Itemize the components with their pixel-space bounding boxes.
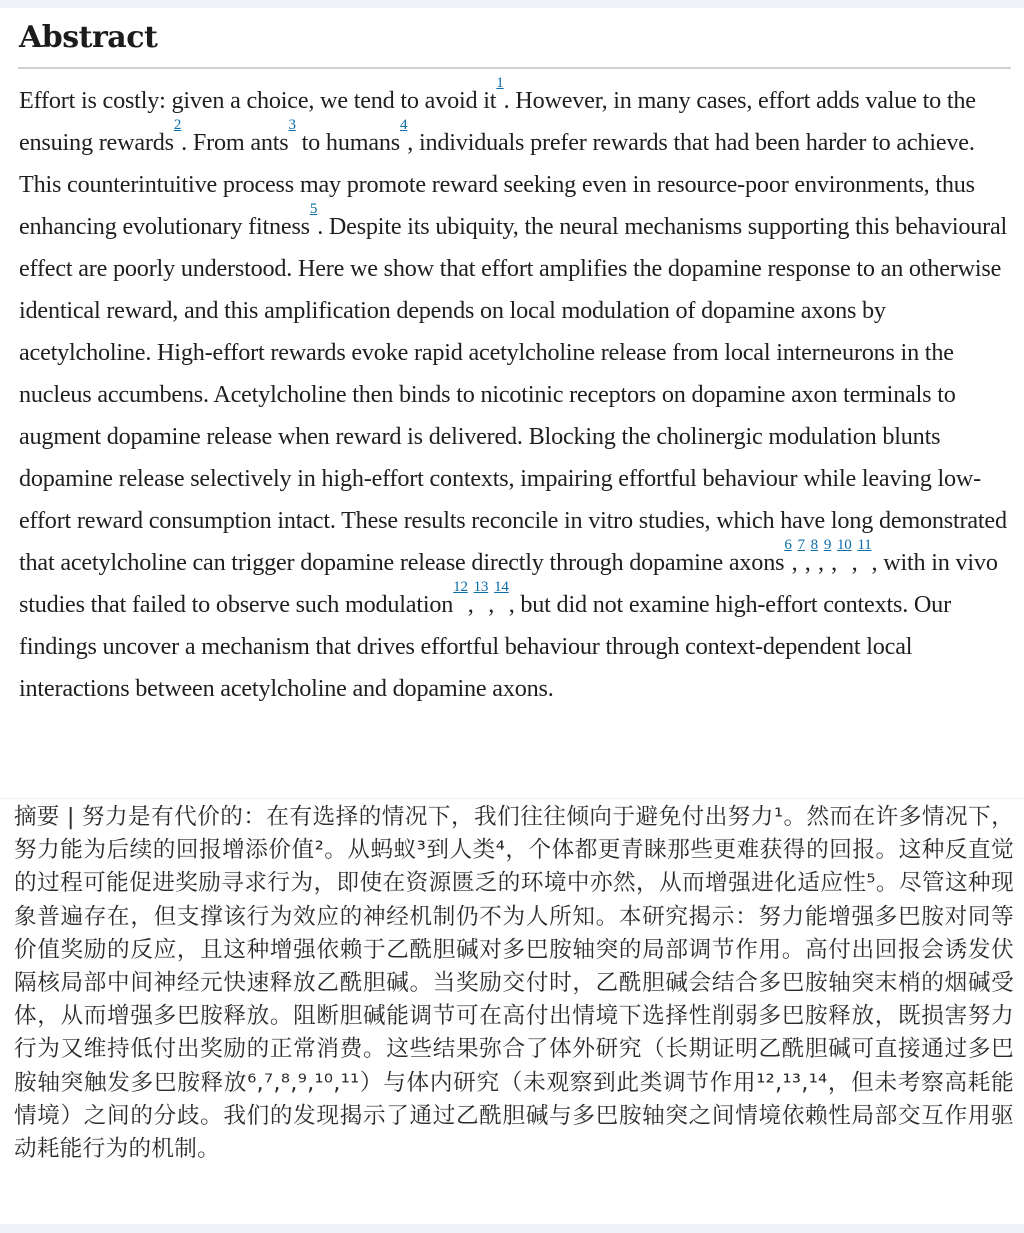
reference-link[interactable]: 9 <box>823 537 832 553</box>
reference-link[interactable]: 7 <box>797 537 805 553</box>
chinese-abstract-body: 努力是有代价的：在有选择的情况下，我们往往倾向于避免付出努力¹。然而在许多情况下，努力能为后续的回报增添价值²。从蚂蚁³到人类⁴，个体都更青睐那些更难获得的回报。这种反直觉的过程可能促进奖励寻求行为，即使在资源匮乏的环境中亦然，从而增强进化适应性⁵。尽管这种现象普遍存在，但支撑该行为效应的神经机制仍不为人所知。本研究揭示：努力能增强多巴胺对同等价值奖励的反应，且这种增强依赖于乙酰胆碱对多巴胺轴突的局部调节作用。高付出回报会诱发伏隔核局部中间神经元快速释放乙酰胆碱。当奖励交付时，乙酰胆碱会结合多巴胺轴突末梢的烟碱受体，从而增强多巴胺释放。阻断胆碱能调节可在高付出情境下选择性削弱多巴胺释放，既损害努力行为又维持低付出奖励的正常消费。这些结果弥合了体外研究（长期证明乙酰胆碱可直接通过多巴胺轴突触发多巴胺释放⁶,⁷,⁸,⁹,¹⁰,¹¹）与体内研究（未观察到此类调节作用¹²,¹³,¹⁴，但未考察高耗能情境）之间的分歧。我们的发现揭示了通过乙酰胆碱与多巴胺轴突之间情境依赖性局部交互作用驱动耗能行为的机制。 <box>14 804 1014 1163</box>
article-page <box>0 8 1024 1223</box>
abstract-text-segment: . From ants <box>181 129 289 156</box>
label-separator: | <box>59 804 82 830</box>
reference-link[interactable]: 5 <box>309 201 318 217</box>
abstract-text-segment: to humans <box>295 129 400 156</box>
chinese-abstract-section <box>0 798 1024 1224</box>
reference-link[interactable]: 1 <box>496 75 504 91</box>
abstract-text-segment: . However, in many cases, effort adds value to the ensuing rewards <box>19 87 976 156</box>
abstract-text-segment: , with in vivo studies that failed to observe such modulation <box>19 549 998 618</box>
reference-link[interactable]: 3 <box>288 117 296 133</box>
chinese-abstract-text <box>14 801 1014 1166</box>
abstract-text-segment: . Despite its ubiquity, the neural mechanisms supporting this behavioural effect are poorly understood. Here we show that effort amplifies the dopamine response to an otherwise identical reward, and this amplification depends on local modulation of dopamine axons by acetylcholine. High-effort rewards evoke rapid acetylcholine release from local interneurons in the nucleus accumbens. Acetylcholine then binds to nicotinic receptors on dopamine axon terminals to augment dopamine release when reward is delivered. Blocking the cholinergic modulation blunts dopamine release selectively in high-effort contexts, impairing effortful behaviour while leaving low-effort reward consumption intact. These results reconcile in vitro studies, which have long demonstrated that acetylcholine can trigger dopamine release directly through dopamine axons <box>19 213 1008 576</box>
abstract-text-segment: Effort is costly: given a choice, we tend to avoid it <box>19 87 497 114</box>
reference-link[interactable]: 8 <box>810 537 818 553</box>
reference-link[interactable]: 14 <box>494 579 509 595</box>
reference-link[interactable]: 6 <box>784 537 792 553</box>
english-abstract-text: Effort is costly: given a choice, we tend to avoid it$^1$. However, in many cases, effort adds value to the ensuing rewards$^2$. From ants$^3$ to humans$^4$, individuals prefer rewards that had been harder to achieve. This counterintuitive process may promote reward seeking even in resource-poor environments, thus enhancing evolutionary fitness$^5$. Despite its ubiquity, the neural mechanisms supporting this behavioural effect are poorly understood. Here we show that effort amplifies the dopamine response to an otherwise identical reward, and this amplification depends on local modulation of dopamine axons by acetylcholine. High-effort rewards evoke rapid acetylcholine release from local interneurons in the nucleus accumbens. Acetylcholine then binds to nicotinic receptors on dopamine axon terminals to augment dopamine release when reward is delivered. Blocking the cholinergic modulation blunts dopamine release selectively in high-effort contexts, impairing effortful behaviour while leaving low-effort reward consumption intact. These results reconcile in vitro studies, which have long demonstrated that acetylcholine can trigger dopamine release directly through dopamine axons$^6$,$^7$,$^8$,$^9$,$^{10}$,$^{11}$, with in vivo studies that failed to observe such modulation$^{12}$,$^{13}$,$^{14}$, but did not examine high-effort contexts. Our findings uncover a mechanism that drives effortful behaviour through context-dependent local interactions between acetylcholine and dopamine axons. <box>19 75 1008 702</box>
reference-link[interactable]: 12 <box>453 579 468 595</box>
reference-link[interactable]: 11 <box>857 537 872 553</box>
reference-link[interactable]: 10 <box>837 537 852 553</box>
heading-divider <box>18 67 1011 69</box>
reference-link[interactable]: 13 <box>473 579 489 595</box>
chinese-abstract-label: 摘要 <box>14 804 60 830</box>
english-abstract-section <box>0 8 1024 798</box>
abstract-heading: Abstract <box>19 20 158 55</box>
abstract-text-segment: , but did not examine high-effort contexts. Our findings uncover a mechanism that drives effortful behaviour through context-dependent local interactions between acetylcholine and dopamine axons. <box>19 591 951 702</box>
abstract-text-segment: , individuals prefer rewards that had been harder to achieve. This counterintuitive process may promote reward seeking even in resource-poor environments, thus enhancing evolutionary fitness <box>19 129 975 240</box>
reference-link[interactable]: 4 <box>399 117 408 133</box>
reference-link[interactable]: 2 <box>173 117 182 133</box>
